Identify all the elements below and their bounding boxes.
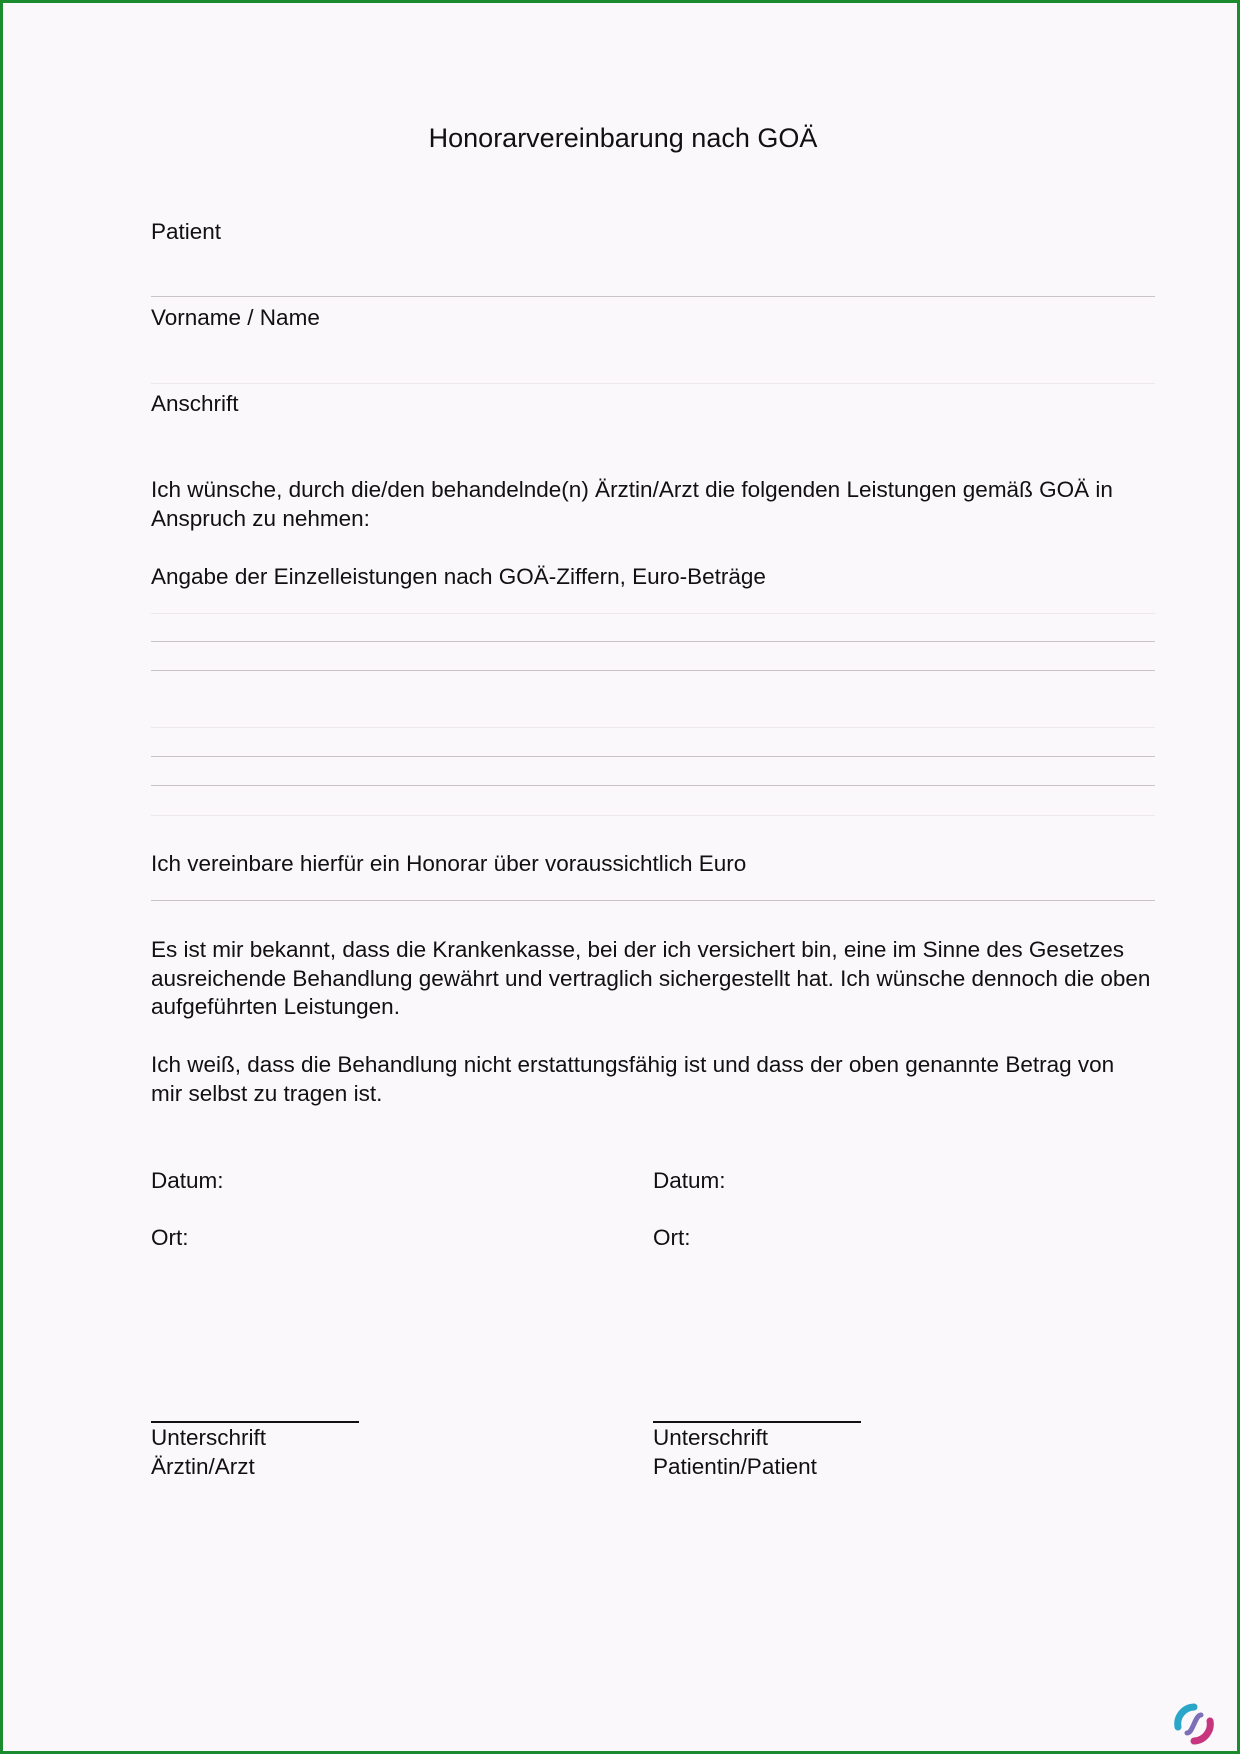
- services-label: Angabe der Einzelleistungen nach GOÄ-Ziffern, Euro-Beträge: [151, 564, 766, 589]
- patient-label: Patient: [151, 219, 222, 244]
- services-rule-5: [151, 756, 1155, 757]
- notice-paragraph: Es ist mir bekannt, dass die Krankenkasse, bei der ich versichert bin, eine im Sinne des Gesetzes ausreichende Behandlung gewährt und vertraglich sichergestellt hat. Ich wünsche dennoch die oben aufgeführten Leistungen.: [151, 937, 1151, 1019]
- liability-paragraph: Ich weiß, dass die Behandlung nicht erstattungsfähig ist und dass der oben genannte Betrag von mir selbst zu tragen ist.: [151, 1052, 1115, 1106]
- services-rule-3: [151, 670, 1155, 671]
- services-rule-7: [151, 815, 1155, 816]
- services-rule-6: [151, 785, 1155, 786]
- request-paragraph: Ich wünsche, durch die/den behandelnde(n) Ärztin/Arzt die folgenden Leistungen gemäß GOÄ in Anspruch zu nehmen:: [151, 477, 1113, 531]
- left-date-label: Datum:: [151, 1168, 224, 1193]
- address-label: Anschrift: [151, 391, 239, 416]
- right-signature-label: Unterschrift: [653, 1425, 769, 1450]
- circular-arrows-logo-icon: [1173, 1703, 1215, 1745]
- right-place-label: Ort:: [653, 1225, 691, 1250]
- services-rule-1: [151, 613, 1155, 614]
- services-rule-4: [151, 727, 1155, 728]
- document-title: Honorarvereinbarung nach GOÄ: [428, 123, 818, 153]
- left-signature-label: Unterschrift: [151, 1425, 267, 1450]
- left-place-label: Ort:: [151, 1225, 189, 1250]
- right-signer-label: Patientin/Patient: [653, 1454, 817, 1479]
- name-rule: [151, 296, 1155, 297]
- fee-rule: [151, 900, 1155, 901]
- right-date-label: Datum:: [653, 1168, 726, 1193]
- address-rule: [151, 383, 1155, 384]
- services-rule-2: [151, 641, 1155, 642]
- fee-text: Ich vereinbare hierfür ein Honorar über voraussichtlich Euro: [151, 851, 747, 876]
- name-label: Vorname / Name: [151, 305, 320, 330]
- left-signer-label: Ärztin/Arzt: [151, 1454, 255, 1479]
